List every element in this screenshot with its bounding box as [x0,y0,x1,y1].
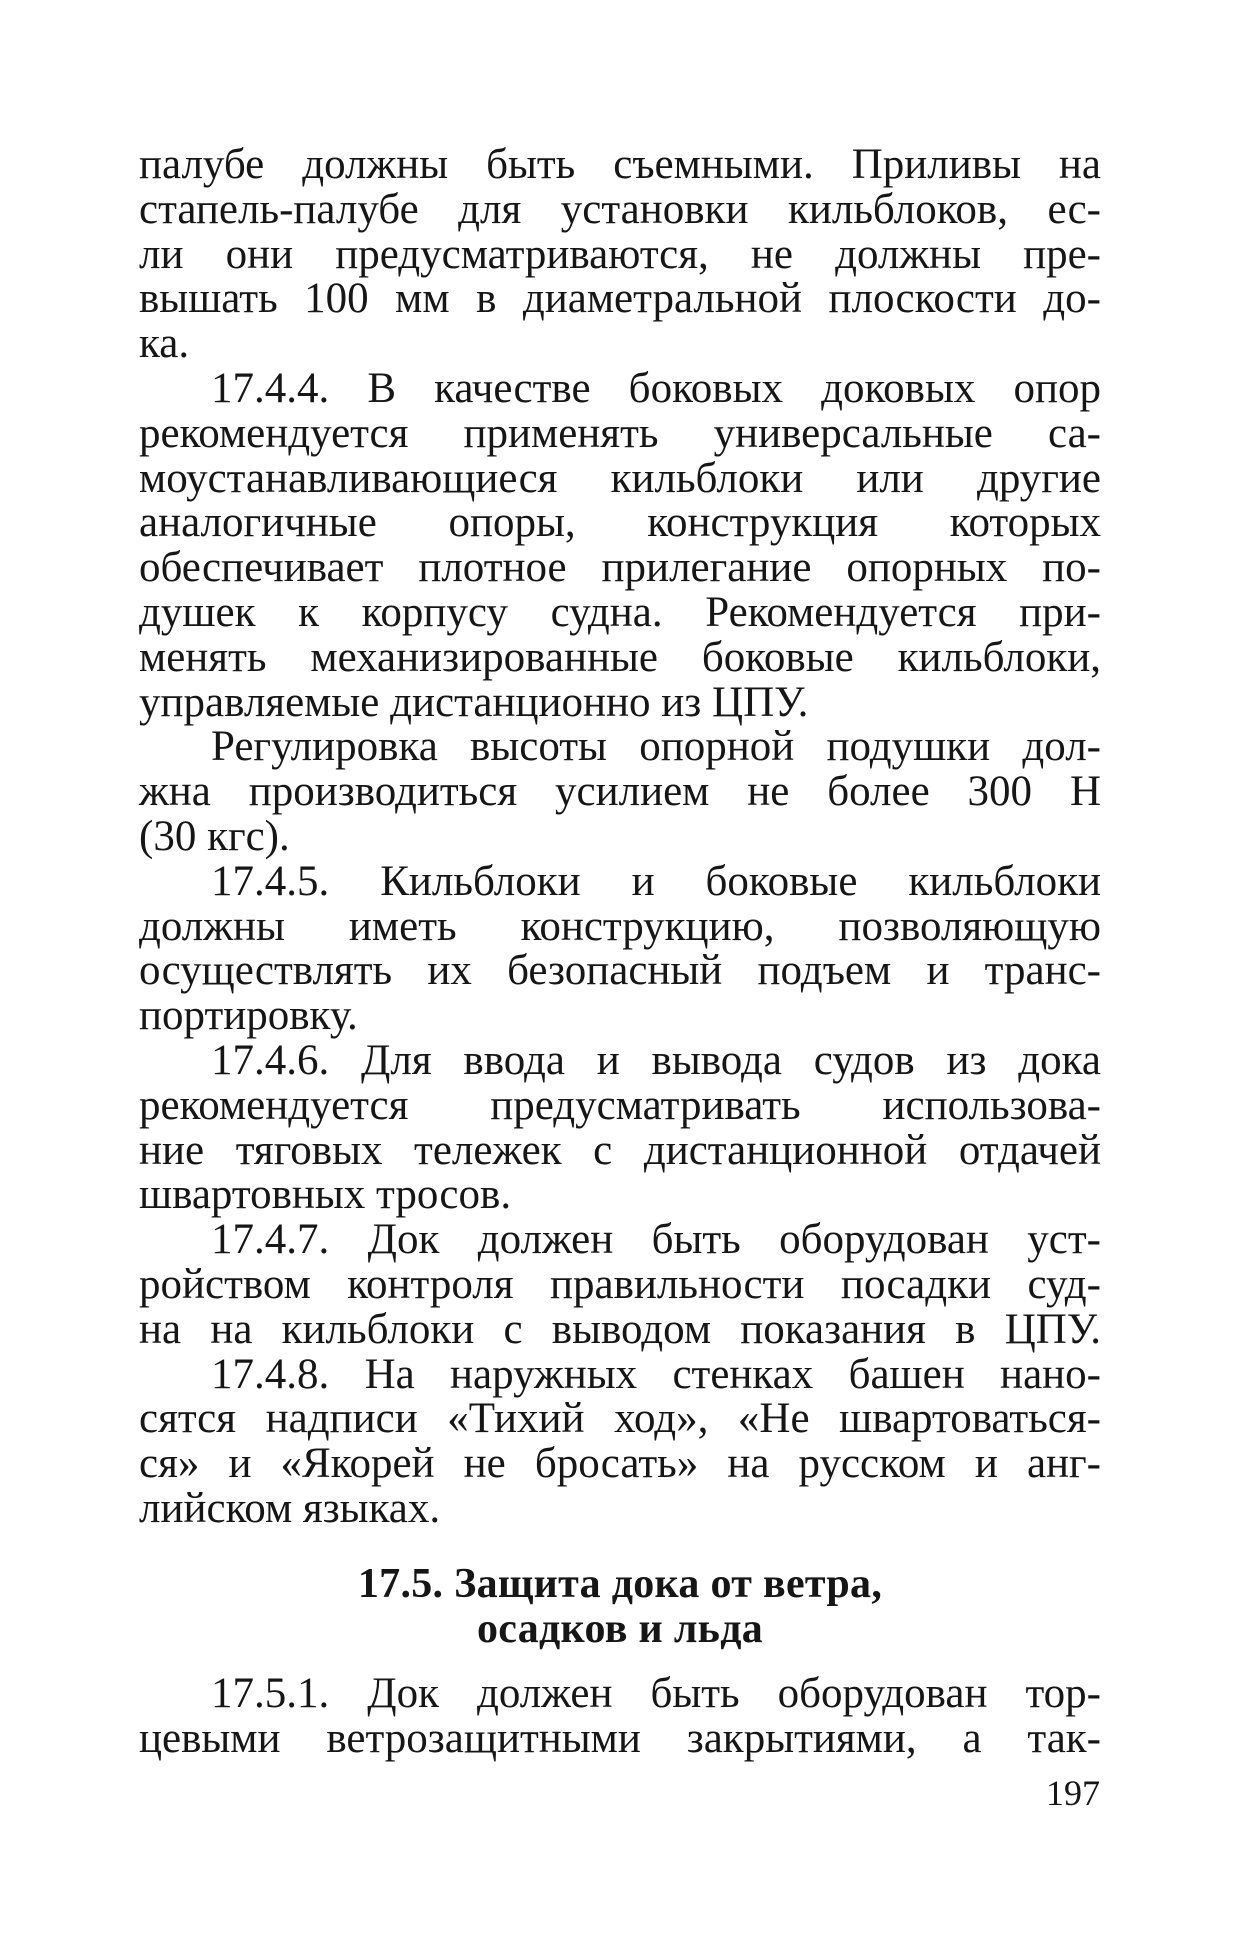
text-line: 17.4.8. На наружных стенках башен нано- [211,1350,1101,1398]
text-line: (30 кгс). [139,812,290,860]
text-line: должны иметь конструкцию, позволяющую [139,902,1101,950]
text-line: стапель-палубе для установки кильблоков, ес- [139,185,1101,233]
paragraph-17-4-7 [139,1218,1101,1352]
text-line: портировку. [139,992,358,1040]
text-line: ние тяговых тележек с дистанционной отдачей [139,1126,1101,1174]
text-line: аналогичные опоры, конструкция которых [139,499,1101,547]
text-line: палубе должны быть съемными. Приливы на [139,141,1101,188]
text-line: сятся надписи «Тихий ход», «Не швартоваться- [139,1395,1101,1443]
text-line: осуществлять их безопасный подъем и транс- [139,947,1101,995]
text-line: рекомендуется предусматривать использова- [139,1081,1101,1129]
paragraph-17-5-1 [139,1669,1101,1762]
text-line: вышать 100 мм в диаметральной плоскости до- [139,275,1101,323]
text-line: душек к корпусу судна. Рекомендуется при- [139,588,1101,636]
text-line: менять механизированные боковые кильблоки, [139,633,1101,681]
text-line: 17.4.7. Док должен быть оборудован уст- [211,1216,1101,1264]
text-line: моустанавливающиеся кильблоки или другие [139,454,1101,502]
text-line: управляемые дистанционно из ЦПУ. [139,678,809,726]
section-heading-17-5 [139,1562,1101,1652]
page-number: 197 [1046,1773,1100,1813]
text-line: Регулировка высоты опорной подушки дол- [211,723,1101,771]
text-line: ся» и «Якорей не бросать» на русском и анг- [139,1440,1101,1488]
paragraph-continuation [139,143,1101,367]
paragraph-regulation [139,725,1101,859]
paragraph-17-4-4 [139,364,1101,726]
text-line: 17.5.1. Док должен быть оборудован тор- [211,1669,1101,1717]
page-text [139,143,1101,1761]
text-line: 17.4.6. Для ввода и вывода судов из дока [211,1036,1101,1084]
paragraph-17-4-5 [139,857,1101,1040]
text-line: цевыми ветрозащитными закрытиями, а так- [139,1714,1101,1762]
text-line: на на кильблоки с выводом показания в ЦПУ. [139,1305,1101,1353]
text-line: 17.4.5. Кильблоки и боковые кильблоки [211,857,1101,905]
text-line: ка. [139,320,190,368]
text-line: ройством контроля правильности посадки суд- [139,1260,1101,1308]
text-line: швартовных тросов. [139,1171,512,1219]
section-heading-line: 17.5. Защита дока от ветра, [357,1560,883,1607]
text-line: рекомендуется применять универсальные са- [139,409,1101,457]
text-line: обеспечивает плотное прилегание опорных по- [139,544,1101,592]
text-line: ли они предусматриваются, не должны пре- [139,230,1101,278]
text-line: лийском языках. [139,1484,441,1532]
text-line: 17.4.4. В качестве боковых доковых опор [211,364,1101,412]
section-heading-line: осадков и льда [476,1605,764,1652]
paragraph-17-4-8 [139,1350,1101,1532]
paragraph-17-4-6 [139,1036,1101,1219]
text-line: жна производиться усилием не более 300 Н [139,768,1101,816]
